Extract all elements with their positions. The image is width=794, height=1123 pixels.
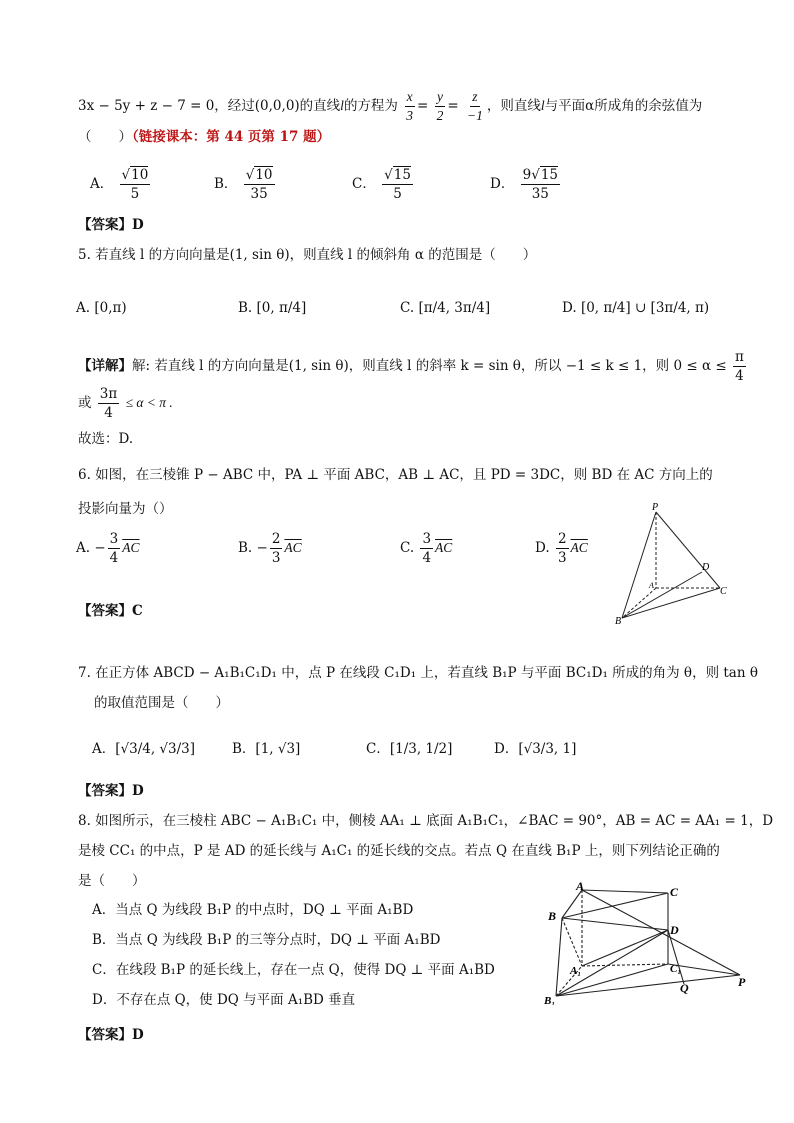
q4-stem-part-d: 与平面α所成角的余弦值为 (544, 98, 703, 114)
q5-option-b[interactable]: B. [0, π/4] (238, 300, 307, 316)
q8-stem-line2: 是棱 CC₁ 的中点，P 是 AD 的延长线与 A₁C₁ 的延长线的交点。若点 Q 在直线 B₁P 上，则下列结论正确的 (78, 843, 720, 859)
q4-option-b[interactable]: B． $\frac{√10}{35}$ (214, 167, 273, 202)
q8-option-a[interactable]: A．当点 Q 为线段 B₁P 的中点时，DQ ⊥ 平面 A₁BD (92, 902, 414, 918)
q6-option-b[interactable]: B. − $\frac{2}{3}$ $\overline{AC}$ (238, 531, 302, 566)
q4-stem-part-c: ，则直线 (486, 98, 541, 114)
q4-frac-z: $\frac{z}{-1}$ (466, 89, 483, 123)
q4-option-c[interactable]: C． $\frac{√15}{5}$ (352, 167, 411, 202)
q8-option-d[interactable]: D．不存在点 Q，使 DQ 与平面 A₁BD 垂直 (92, 992, 356, 1008)
q5-detail-head: 【详解】 (78, 358, 132, 374)
q6-option-a[interactable]: A. − $\frac{3}{4}$ $\overline{AC}$ (76, 531, 140, 566)
q5-frac-pi4: $\frac{\pi}{4}$ (734, 349, 744, 384)
fig8-label-a1: A₁ (570, 965, 582, 977)
q4-frac-x: $\frac{x}{3}$ (406, 89, 413, 123)
q4-textbook-link: （链接课本：第 44 页第 17 题） (132, 129, 331, 145)
fig6-label-a: A (649, 581, 654, 590)
fig6-label-p: P (652, 502, 659, 513)
fig6-label-c: C (720, 586, 727, 597)
fig8-label-p: P (738, 975, 746, 989)
q7-option-c[interactable]: C．[1/3, 1/2] (366, 741, 453, 757)
q4-stem-part-b: 的方程为 (343, 98, 398, 114)
q4-line-l2: l (540, 98, 545, 113)
q6-option-d[interactable]: D. $\frac{2}{3}$ $\overline{AC}$ (535, 531, 588, 566)
q4-option-a[interactable]: A． $\frac{√10}{5}$ (90, 167, 149, 202)
q8-option-b[interactable]: B．当点 Q 为线段 B₁P 的三等分点时，DQ ⊥ 平面 A₁BD (92, 932, 441, 948)
q4-option-d[interactable]: D． $\frac{9√15}{35}$ (490, 167, 559, 202)
q5-detail-line2 (78, 385, 173, 422)
q5-detail-line1 (78, 348, 748, 385)
q5-option-d[interactable]: D. [0, π/4] ∪ [3π/4, π) (562, 300, 710, 316)
q5-option-a[interactable]: A. [0,π) (76, 300, 127, 316)
q7-answer: 【答案】D (78, 783, 144, 799)
q8-stem-line1: 8. 如图所示，在三棱柱 ABC − A₁B₁C₁ 中，侧棱 AA₁ ⊥ 底面 A₁B₁C₁，∠BAC = 90°，AB = AC = AA₁ = 1，D (78, 813, 774, 829)
q6-answer: 【答案】C (78, 603, 143, 619)
q4-paren-line (78, 128, 330, 146)
q4-answer: 【答案】D (78, 217, 144, 233)
q7-stem-line2: 的取值范围是（ ） (94, 695, 229, 711)
q5-frac-3pi4: $\frac{3\pi}{4}$ (99, 386, 118, 421)
q6-pyramid-figure (612, 500, 742, 625)
q6-stem-line2: 投影向量为（） (78, 501, 173, 517)
fig6-label-b: B (615, 616, 622, 625)
q8-stem-line3: 是（ ） (78, 873, 146, 889)
fig8-label-c: C (670, 885, 679, 899)
fig8-label-c1: C₁ (670, 963, 682, 975)
q6-stem-line1: 6. 如图，在三棱锥 P − ABC 中，PA ⊥ 平面 ABC，AB ⊥ AC，且 PD = 3DC，则 BD 在 AC 方向上的 (78, 467, 713, 483)
q7-stem-line1: 7. 在正方体 ABCD − A₁B₁C₁D₁ 中，点 P 在线段 C₁D₁ 上，若直线 B₁P 与平面 BC₁D₁ 所成的角为 θ，则 tan θ (78, 665, 758, 681)
fig8-label-d: D (670, 923, 679, 937)
q4-stem-part-a: 3x − 5y + z − 7 = 0，经过(0,0,0)的直线 (78, 98, 341, 114)
q5-conclusion: 故选：D. (78, 431, 134, 447)
fig6-label-d: D (702, 562, 710, 573)
q7-option-b[interactable]: B．[1, √3] (232, 741, 301, 757)
q5-detail-text: 解: 若直线 l 的方向向量是(1, sin θ)，则直线 l 的斜率 k = sin θ，所以 −1 ≤ k ≤ 1，则 0 ≤ α ≤ (132, 358, 727, 374)
q5-option-c[interactable]: C. [π/4, 3π/4] (400, 300, 491, 316)
fig8-label-q: Q (680, 981, 689, 995)
q7-option-a[interactable]: A．[√3/4, √3/3] (92, 741, 196, 757)
q8-prism-figure (540, 880, 755, 1005)
fig8-label-a: A (576, 880, 585, 893)
q6-option-c[interactable]: C. $\frac{3}{4}$ $\overline{AC}$ (400, 531, 453, 566)
q4-stem-line1: 3x − 5y + z − 7 = 0，经过(0,0,0)的直线l的方程为 $\frac{x}{3}$ = $\frac{y}{2}$ = $\frac{z}{-1}$ ，则直线l与平面α所成角的余弦值为 (78, 89, 703, 123)
q5-stem: 5. 若直线 l 的方向向量是(1, sin θ)，则直线 l 的倾斜角 α 的范围是（ ） (78, 247, 537, 263)
fig8-label-b: B (548, 909, 557, 923)
q8-answer: 【答案】D (78, 1027, 144, 1043)
q8-option-c[interactable]: C．在线段 B₁P 的延长线上，存在一点 Q，使得 DQ ⊥ 平面 A₁BD (92, 962, 495, 978)
fig8-label-b1: B₁ (544, 995, 556, 1005)
q4-line-l: l (340, 98, 344, 113)
q4-frac-y: $\frac{y}{2}$ (436, 89, 444, 123)
q7-option-d[interactable]: D．[√3/3, 1] (494, 741, 577, 757)
q4-paren: （ ） (78, 129, 132, 145)
q5-detail-range: ≤ α < π . (125, 395, 173, 410)
q5-detail-or: 或 (78, 395, 92, 411)
